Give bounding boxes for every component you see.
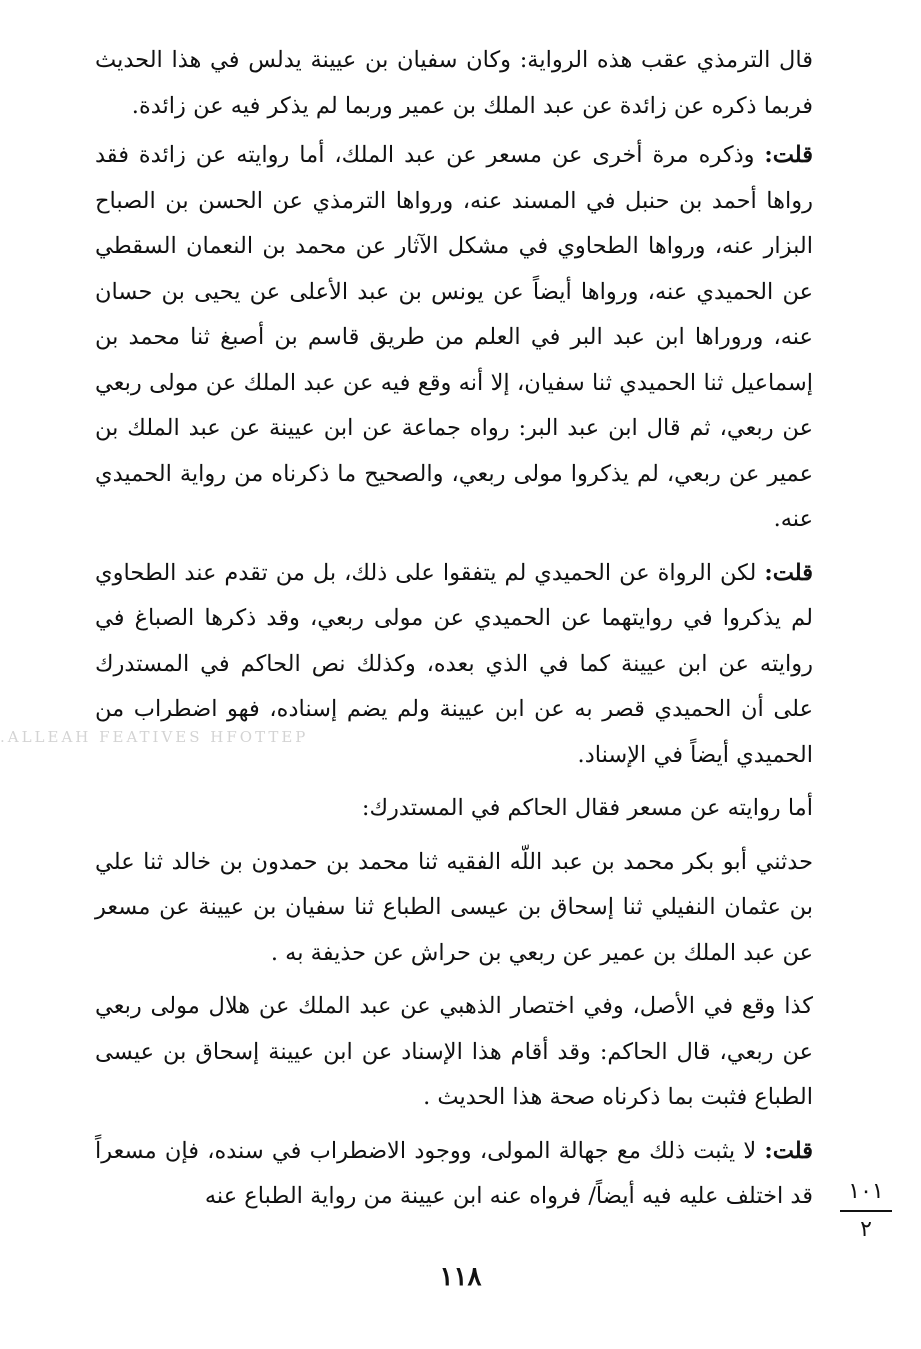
paragraph-lead: قلت: [764, 142, 813, 168]
page-body [95, 38, 813, 1228]
paragraph-text: قال الترمذي عقب هذه الرواية: وكان سفيان بن عيينة يدلس في هذا الحديث فربما ذكره عن زائدة عن عبد الملك بن عمير وربما لم يذكر فيه عن زائدة. [95, 47, 813, 119]
paragraph-text: لا يثبت ذلك مع جهالة المولى، ووجود الاضطراب في سنده، فإن مسعراً قد اختلف عليه فيه أيضاً/ فرواه عنه ابن عيينة من رواية الطباع عنه [95, 1137, 813, 1209]
scan-smudge: .ALLEAH FEATIVES HFOTTEP [0, 728, 309, 746]
paragraph-text: أما روايته عن مسعر فقال الحاكم في المستدرك: [361, 795, 813, 821]
paragraph-text: وذكره مرة أخرى عن مسعر عن عبد الملك، أما روايته عن زائدة فقد رواها أحمد بن حنبل في المسند عنه، ورواها الترمذي عن الحسن بن الصباح البزار عنه، ورواها الطحاوي في مشكل الآثار عن محمد بن النعمان السقطي عن الحميدي عنه، ورواها أيضاً عن يونس بن عبد الأعلى عن يحيى بن حسان عنه، وروراها ابن عبد البر في العلم من طريق قاسم بن أصبغ ثنا محمد بن إسماعيل ثنا الحميدي ثنا سفيان، إلا أنه وقع فيه عن عبد الملك عن مولى ربعي عن ربعي، ثم قال ابن عبد البر: رواه جماعة عن ابن عيينة عن عبد الملك بن عمير عن ربعي، لم يذكروا مولى ربعي، والصحيح ما ذكرناه من رواية الحميدي عنه. [95, 142, 813, 532]
margin-ref-top: ١٠١ [848, 1179, 884, 1204]
paragraph-7 [95, 1129, 813, 1220]
margin-reference [840, 1178, 892, 1244]
margin-ref-bottom: ٢ [860, 1217, 872, 1242]
paragraph-2 [95, 133, 813, 543]
paragraph-lead: قلت: [764, 1137, 813, 1164]
paragraph-lead: قلت: [764, 559, 813, 586]
paragraph-text: حدثني أبو بكر محمد بن عبد اللّه الفقيه ثنا محمد بن حمدون بن خالد ثنا علي بن عثمان النفيلي ثنا إسحاق بن عيسى الطباع ثنا سفيان بن عيينة عن مسعر عن عبد الملك بن عمير عن ربعي بن حراش عن حذيفة به . [95, 848, 813, 966]
paragraph-1 [95, 38, 813, 129]
paragraph-4 [95, 786, 813, 832]
paragraph-5 [95, 840, 813, 977]
paragraph-text: كذا وقع في الأصل، وفي اختصار الذهبي عن عبد الملك عن هلال مولى ربعي عن ربعي، قال الحاكم: وقد أقام هذا الإسناد عن ابن عيينة إسحاق بن عيسى الطباع فثبت بما ذكرناه صحة هذا الحديث . [95, 993, 813, 1110]
paragraph-3 [95, 551, 813, 779]
paragraph-6 [95, 984, 813, 1121]
page-number: ١١٨ [439, 1262, 482, 1292]
margin-ref-rule [840, 1210, 892, 1212]
paragraph-text: لكن الرواة عن الحميدي لم يتفقوا على ذلك، بل من تقدم عند الطحاوي لم يذكروا في روايتهما عن الحميدي عن مولى ربعي، وقد ذكرها الصباغ في روايته عن ابن عيينة كما في الذي بعده، وكذلك نص الحاكم في المستدرك على أن الحميدي قصر به عن ابن عيينة ولم يضم إسناده، فهو اضطراب من الحميدي أيضاً في الإسناد. [95, 559, 813, 768]
